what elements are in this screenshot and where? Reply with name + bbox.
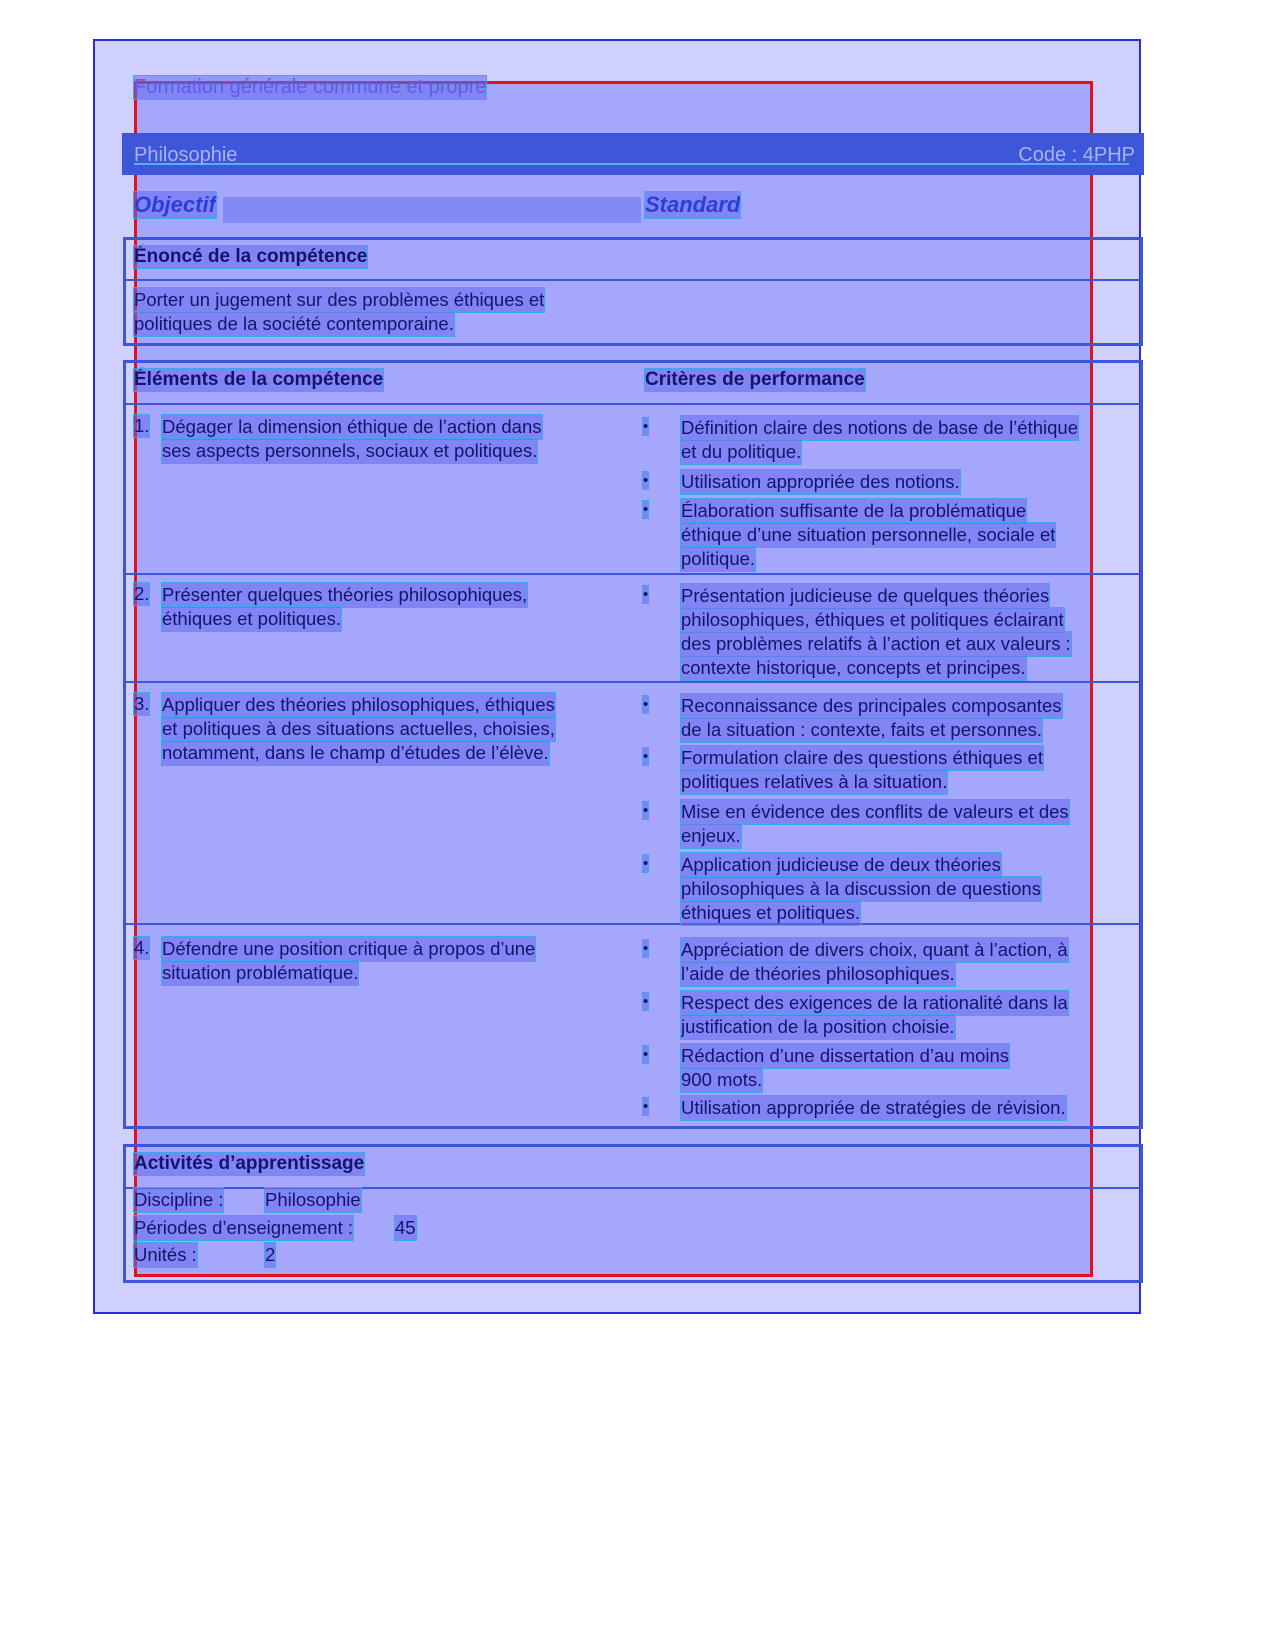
activites-heading: Activités d’apprentissage xyxy=(134,1153,365,1174)
periodes-value: 45 xyxy=(395,1217,416,1238)
criterion-text-line: Élaboration suffisante de la problématique xyxy=(681,500,1027,521)
criterion-text-line: et du politique. xyxy=(681,441,802,462)
bullet-icon: • xyxy=(643,472,649,489)
elements-header-divider xyxy=(126,403,1140,405)
element-text-line: ses aspects personnels, sociaux et politiques. xyxy=(162,440,538,461)
discipline-value: Philosophie xyxy=(265,1189,361,1210)
criterion-text-line: Rédaction d’une dissertation d’au moins xyxy=(681,1045,1010,1066)
periodes-label: Périodes d’enseignement : xyxy=(134,1217,354,1238)
bullet-icon: • xyxy=(643,802,649,819)
criterion-text-line: contexte historique, concepts et principes. xyxy=(681,657,1026,678)
criterion-text-line: Définition claire des notions de base de l’éthique xyxy=(681,417,1078,438)
criterion-text-line: justification de la position choisie. xyxy=(681,1016,955,1037)
criterion-text-line: enjeux. xyxy=(681,825,741,846)
criterion-text-line: des problèmes relatifs à l’action et aux valeurs : xyxy=(681,633,1071,654)
enonce-heading: Énoncé de la compétence xyxy=(134,246,368,267)
bullet-icon: • xyxy=(643,748,649,765)
element-text-line: situation problématique. xyxy=(162,962,359,983)
criterion-text-line: politiques relatives à la situation. xyxy=(681,771,948,792)
criterion-text-line: Présentation judicieuse de quelques théories xyxy=(681,585,1050,606)
enonce-line: Porter un jugement sur des problèmes éthiques et xyxy=(134,289,545,310)
element-text-line: et politiques à des situations actuelles, choisies, xyxy=(162,718,555,739)
criterion-text-line: philosophiques à la discussion de questions xyxy=(681,878,1041,899)
criterion-text-line: Formulation claire des questions éthiques et xyxy=(681,747,1043,768)
row-divider xyxy=(126,681,1140,683)
unites-label: Unités : xyxy=(134,1244,197,1265)
criterion-text-line: Application judicieuse de deux théories xyxy=(681,854,1001,875)
criterion-text-line: 900 mots. xyxy=(681,1069,763,1090)
standard-heading: Standard xyxy=(645,192,741,217)
elements-heading: Éléments de la compétence xyxy=(134,369,384,390)
bullet-icon: • xyxy=(643,1046,649,1063)
bullet-icon: • xyxy=(643,418,649,435)
criterion-text-line: philosophiques, éthiques et politiques éclairant xyxy=(681,609,1064,630)
criterion-text-line: Appréciation de divers choix, quant à l’action, à xyxy=(681,939,1068,960)
course-code: Code : 4PHP xyxy=(1018,144,1135,166)
objective-heading: Objectif xyxy=(134,192,216,217)
element-number: 1. xyxy=(134,415,150,436)
discipline-label: Discipline : xyxy=(134,1189,224,1210)
element-text-line: éthiques et politiques. xyxy=(162,608,341,629)
enonce-line: politiques de la société contemporaine. xyxy=(134,313,454,334)
criteria-heading: Critères de performance xyxy=(645,369,865,390)
criterion-text-line: de la situation : contexte, faits et personnes. xyxy=(681,719,1042,740)
unites-value: 2 xyxy=(265,1244,276,1265)
bullet-icon: • xyxy=(643,586,649,603)
course-header-rule xyxy=(134,163,1129,165)
bullet-icon: • xyxy=(643,855,649,872)
element-text-line: notamment, dans le champ d’études de l’élève. xyxy=(162,742,549,763)
bullet-icon: • xyxy=(643,940,649,957)
criterion-text-line: Mise en évidence des conflits de valeurs et des xyxy=(681,801,1069,822)
criterion-text-line: politique. xyxy=(681,548,756,569)
bullet-icon: • xyxy=(643,696,649,713)
program-title: Formation générale commune et propre xyxy=(134,76,487,98)
row-divider xyxy=(126,573,1140,575)
bullet-icon: • xyxy=(643,501,649,518)
element-number: 2. xyxy=(134,583,150,604)
criterion-text-line: l’aide de théories philosophiques. xyxy=(681,963,955,984)
element-text-line: Défendre une position critique à propos d’une xyxy=(162,938,536,959)
criterion-text-line: Utilisation appropriée des notions. xyxy=(681,471,960,492)
row-divider xyxy=(126,923,1140,925)
course-name: Philosophie xyxy=(134,144,238,166)
criterion-text-line: éthiques et politiques. xyxy=(681,902,860,923)
element-text-line: Dégager la dimension éthique de l’action dans xyxy=(162,416,542,437)
objective-bar xyxy=(223,197,641,223)
element-text-line: Appliquer des théories philosophiques, éthiques xyxy=(162,694,555,715)
bullet-icon: • xyxy=(643,993,649,1010)
criterion-text-line: Respect des exigences de la rationalité dans la xyxy=(681,992,1068,1013)
criterion-text-line: Utilisation appropriée de stratégies de révision. xyxy=(681,1097,1066,1118)
element-number: 4. xyxy=(134,937,150,958)
bullet-icon: • xyxy=(643,1098,649,1115)
enonce-divider xyxy=(126,279,1140,281)
element-text-line: Présenter quelques théories philosophiques, xyxy=(162,584,528,605)
element-number: 3. xyxy=(134,693,150,714)
course-header-bar xyxy=(122,133,1144,175)
criterion-text-line: éthique d’une situation personnelle, sociale et xyxy=(681,524,1056,545)
criterion-text-line: Reconnaissance des principales composantes xyxy=(681,695,1062,716)
